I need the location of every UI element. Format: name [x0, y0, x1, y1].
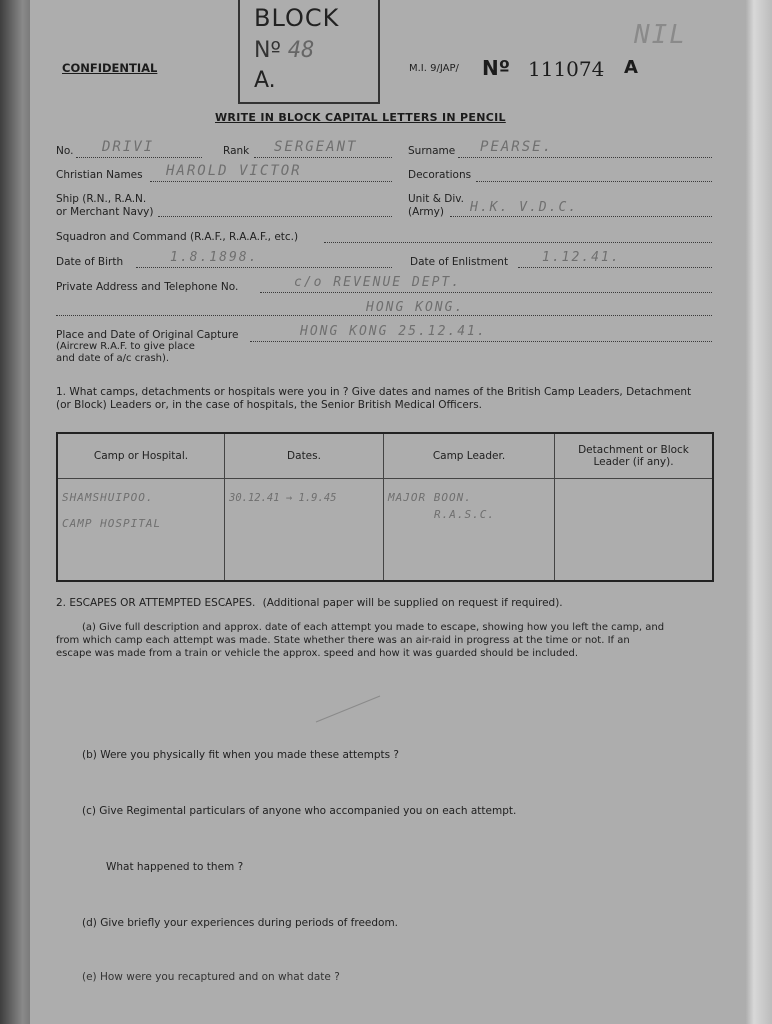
dates-value: 30.12.41 → 1.9.45 — [229, 492, 337, 504]
surname-label: Surname — [408, 145, 456, 157]
camp-value-line1: SHAMSHUIPOO. — [62, 491, 154, 504]
address-line-2 — [56, 315, 712, 316]
question-2c-followup: What happened to them ? — [106, 861, 244, 873]
enlistment-line — [518, 267, 712, 268]
nil-note: NIL — [634, 20, 687, 50]
stamp-block-label: BLOCK — [254, 4, 340, 32]
capture-label-line2: (Aircrew R.A.F. to give place — [56, 341, 195, 352]
question-2-title: 2. ESCAPES OR ATTEMPTED ESCAPES. — [56, 597, 256, 609]
leader-value-line1: MAJOR BOON. — [388, 491, 472, 504]
surname-value: PEARSE. — [480, 139, 554, 155]
stamp-number-value: 48 — [287, 38, 315, 63]
no-value: DRIVI — [102, 139, 155, 155]
unit-line — [450, 216, 712, 217]
ship-label-line1: Ship (R.N., R.A.N. — [56, 193, 147, 205]
rank-value: SERGEANT — [274, 139, 358, 155]
decorations-label: Decorations — [408, 169, 472, 181]
ship-label-line2: or Merchant Navy) — [56, 206, 154, 218]
christian-names-label: Christian Names — [56, 169, 143, 181]
question-1-line-1: 1. What camps, detachments or hospitals were you in ? Give dates and names of the British Camp Leaders, Detachment — [56, 386, 692, 398]
address-value-2: HONG KONG. — [366, 300, 465, 315]
header-camp-or-hospital: Camp or Hospital. — [57, 433, 225, 479]
camp-value-line2: CAMP HOSPITAL — [62, 517, 162, 530]
no-label: No. — [56, 145, 74, 157]
ship-label — [56, 193, 153, 219]
stamp-letter: A. — [254, 68, 276, 93]
capture-label — [56, 329, 238, 365]
stamp-number — [254, 38, 314, 63]
enlistment-label: Date of Enlistment — [410, 256, 509, 268]
table-row — [57, 479, 713, 582]
dob-value: 1.8.1898. — [170, 250, 259, 265]
camp-cell — [57, 479, 225, 582]
decorations-line — [476, 181, 712, 182]
question-2b: (b) Were you physically fit when you made these attempts ? — [82, 749, 399, 761]
camps-table-header-row — [57, 433, 713, 479]
stamp-no-label: Nº — [254, 38, 281, 63]
address-value-1: c/o REVENUE DEPT. — [294, 275, 462, 290]
dob-line — [136, 267, 392, 268]
serial-number: 111074 — [528, 57, 605, 81]
capture-label-line3: and date of a/c crash). — [56, 353, 170, 364]
christian-names-line — [150, 181, 392, 182]
detachment-cell — [555, 479, 714, 582]
header-dates: Dates. — [225, 433, 384, 479]
question-2a-line-3: escape was made from a train or vehicle the approx. speed and how it was guarded should be included. — [56, 648, 579, 659]
squadron-line — [324, 242, 712, 243]
header-detachment-leader: Detachment or Block Leader (if any). — [555, 433, 714, 479]
unit-label-line2: (Army) — [408, 206, 444, 218]
block-stamp — [238, 0, 380, 104]
question-2-note: (Additional paper will be supplied on request if required). — [262, 597, 563, 609]
leader-cell — [384, 479, 555, 582]
unit-value: H.K. V.D.C. — [470, 200, 579, 215]
capture-value: HONG KONG 25.12.41. — [300, 324, 487, 339]
question-2c: (c) Give Regimental particulars of anyone who accompanied you on each attempt. — [82, 805, 517, 817]
squadron-label: Squadron and Command (R.A.F., R.A.A.F., etc.) — [56, 231, 299, 243]
surname-line — [458, 157, 712, 158]
form-reference: M.I. 9/JAP/ — [409, 63, 459, 74]
next-page-edge — [742, 0, 772, 1024]
rank-label: Rank — [223, 145, 250, 157]
pencil-stroke — [314, 694, 384, 724]
header-camp-leader: Camp Leader. — [384, 433, 555, 479]
dob-label: Date of Birth — [56, 256, 124, 268]
serial-no-symbol: Nº — [482, 56, 511, 80]
leader-value-line2: R.A.S.C. — [434, 508, 495, 521]
instruction-heading: WRITE IN BLOCK CAPITAL LETTERS IN PENCIL — [215, 111, 506, 124]
capture-line — [250, 341, 712, 342]
enlistment-value: 1.12.41. — [542, 250, 621, 265]
question-2a-line-2: from which camp each attempt was made. State whether there was an air-raid in progress at the time or not. If an — [56, 635, 630, 646]
ship-line — [158, 216, 392, 217]
unit-label-line1: Unit & Div. — [408, 193, 464, 205]
camps-table — [56, 432, 714, 582]
form-page — [30, 0, 746, 1024]
serial-suffix: A — [624, 57, 638, 78]
dates-cell — [225, 479, 384, 582]
confidential-label: CONFIDENTIAL — [62, 61, 158, 75]
question-2a-line-1: (a) Give full description and approx. date of each attempt you made to escape, showing how you left the camp, and — [82, 622, 665, 633]
christian-names-value: HAROLD VICTOR — [166, 163, 302, 179]
question-2d: (d) Give briefly your experiences during periods of freedom. — [82, 917, 399, 929]
question-2e: (e) How were you recaptured and on what date ? — [82, 971, 340, 983]
rank-line — [254, 157, 392, 158]
address-label: Private Address and Telephone No. — [56, 281, 239, 293]
question-1-line-2: (or Block) Leaders or, in the case of hospitals, the Senior British Medical Officers. — [56, 399, 483, 411]
capture-label-line1: Place and Date of Original Capture — [56, 329, 239, 341]
no-line — [76, 157, 202, 158]
address-line-1 — [260, 292, 712, 293]
question-2-heading — [56, 597, 563, 609]
